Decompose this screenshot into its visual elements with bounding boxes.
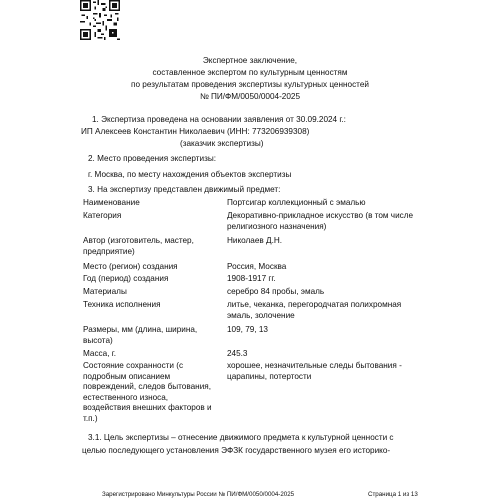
row-label: Год (период) создания	[83, 274, 169, 283]
row-value: 245.3	[227, 349, 248, 358]
row-value: литье, чеканка, перегородчатая полихромная эмаль, золочение	[227, 300, 402, 320]
row-label: Материалы	[83, 287, 127, 296]
document-number: № ПИ/ФМ/0050/0004-2025	[199, 92, 301, 101]
section2-heading: 2. Место проведения экспертизы:	[88, 154, 216, 163]
applicant-name: ИП Алексеев Константин Николаевич (ИНН: 773206939308)	[81, 127, 310, 136]
title-line-2: составленное экспертом по культурным ценностям	[152, 68, 348, 77]
section1-heading: 1. Экспертиза проведена на основании заявления от 30.09.2024 г.:	[92, 115, 346, 124]
row-label: Состояние сохранности (с подробным описанием повреждений, следов бытования, естественного износа, воздействия внешних факторов и т.п.)	[83, 361, 212, 423]
footer-registration: Зарегистрировано Минкультуры России № ПИ/ФМ/0050/0004-2025	[102, 491, 295, 498]
row-label: Автор (изготовитель, мастер, предприятие)	[83, 236, 194, 256]
row-value: 1908-1917 гг.	[227, 274, 276, 283]
row-label: Категория	[83, 211, 122, 220]
title-line-1: Экспертное заключение,	[202, 56, 298, 65]
row-value: Россия, Москва	[227, 262, 287, 271]
section31-line-1: 3.1. Цель экспертизы – отнесение движимого предмета к культурной ценности с	[88, 433, 394, 442]
row-value: Портсигар коллекционный с эмалью	[227, 198, 366, 207]
row-value: Декоративно-прикладное искусство (в том числе религиозного назначения)	[227, 211, 414, 231]
title-line-3: по результатам проведения экспертизы культурных ценностей	[131, 80, 369, 89]
row-label: Место (регион) создания	[83, 262, 178, 271]
row-value: Николаев Д.Н.	[227, 236, 283, 245]
applicant-note: (заказчик экспертизы)	[180, 139, 264, 148]
section2-value: г. Москва, по месту нахождения объектов экспертизы	[88, 170, 292, 179]
row-label: Техника исполнения	[83, 300, 161, 309]
row-value: серебро 84 пробы, эмаль	[227, 287, 325, 296]
section31-line-2: целью последующего установления ЭФЗК государственного музея его историко-	[82, 446, 391, 455]
row-value: хорошее, незначительные следы бытования - царапины, потертости	[227, 361, 402, 381]
row-label: Наименование	[83, 198, 140, 207]
row-label: Размеры, мм (длина, ширина, высота)	[83, 325, 198, 345]
footer-page-number: Страница 1 из 13	[368, 491, 418, 498]
section3-heading: 3. На экспертизу представлен движимый предмет:	[88, 185, 281, 194]
row-label: Масса, г.	[83, 349, 117, 358]
qr-code	[80, 0, 120, 40]
row-value: 109, 79, 13	[227, 325, 268, 334]
